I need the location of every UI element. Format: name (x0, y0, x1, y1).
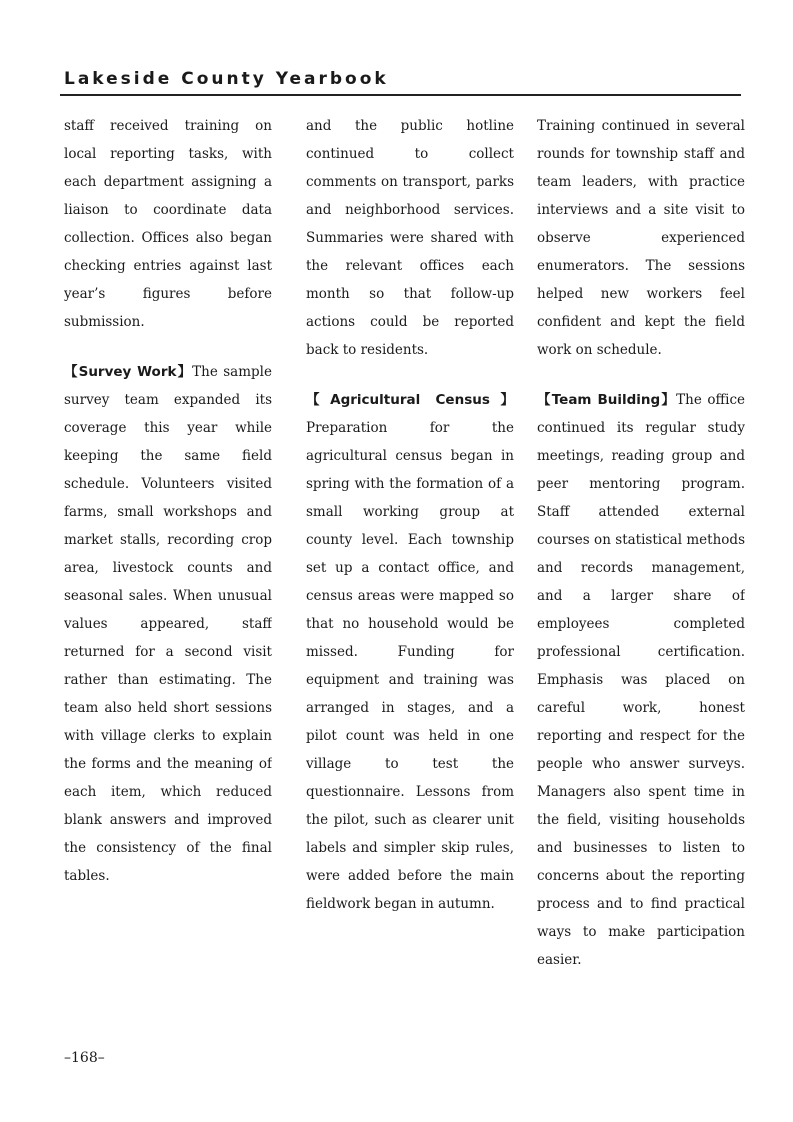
paragraph-continued (306, 112, 514, 364)
section-title: 【Team Building】 (537, 392, 677, 408)
section-paragraph (306, 386, 514, 918)
paragraph-text: and the public hotline continued to collect comments on transport, parks and neighborhood services. Summaries were shared with the relevant offices each month so that follow-up actions could be reported back to residents. (306, 118, 514, 358)
paragraph-text: Training continued in several rounds for township staff and team leaders, with practice interviews and a site visit to observe experienced enumerators. The sessions helped new workers feel confident and kept the field work on schedule. (537, 118, 745, 358)
text-column-2 (306, 112, 514, 992)
text-column-1 (64, 112, 272, 992)
section-paragraph (537, 386, 745, 974)
section-text: The office continued its regular study meetings, reading group and peer mentoring program. Staff attended external courses on statistical methods and records management, and a larger share of employees completed professional certification. Emphasis was placed on careful work, honest reporting and respect for the people who answer surveys. Managers also spent time in the field, visiting households and businesses to listen to concerns about the reporting process and to find practical ways to make participation easier. (537, 392, 745, 968)
section-title: 【Survey Work】 (64, 364, 193, 380)
header-divider (60, 94, 741, 96)
paragraph-continued (64, 112, 272, 336)
section-paragraph (64, 358, 272, 890)
text-column-3 (537, 112, 745, 992)
section-text: The sample survey team expanded its coverage this year while keeping the same field schedule. Volunteers visited farms, small workshops and market stalls, recording crop area, livestock counts and seasonal sales. When unusual values appeared, staff returned for a second visit rather than estimating. The team also held short sessions with village clerks to explain the forms and the meaning of each item, which reduced blank answers and improved the consistency of the final tables. (64, 364, 272, 884)
paragraph-continued (537, 112, 745, 364)
section-text: Preparation for the agricultural census began in spring with the formation of a small working group at county level. Each township set up a contact office, and census areas were mapped so that no household would be missed. Funding for equipment and training was arranged in stages, and a pilot count was held in one village to test the questionnaire. Lessons from the pilot, such as clearer unit labels and simpler skip rules, were added before the main fieldwork began in autumn. (306, 420, 514, 912)
section-title: 【Agricultural Census】 (306, 392, 514, 408)
running-header-title: Lakeside County Yearbook (64, 69, 389, 89)
page-number: –168– (64, 1050, 105, 1066)
paragraph-text: staff received training on local reporting tasks, with each department assigning a liaison to coordinate data collection. Offices also began checking entries against last year’s figures before submission. (64, 118, 272, 330)
